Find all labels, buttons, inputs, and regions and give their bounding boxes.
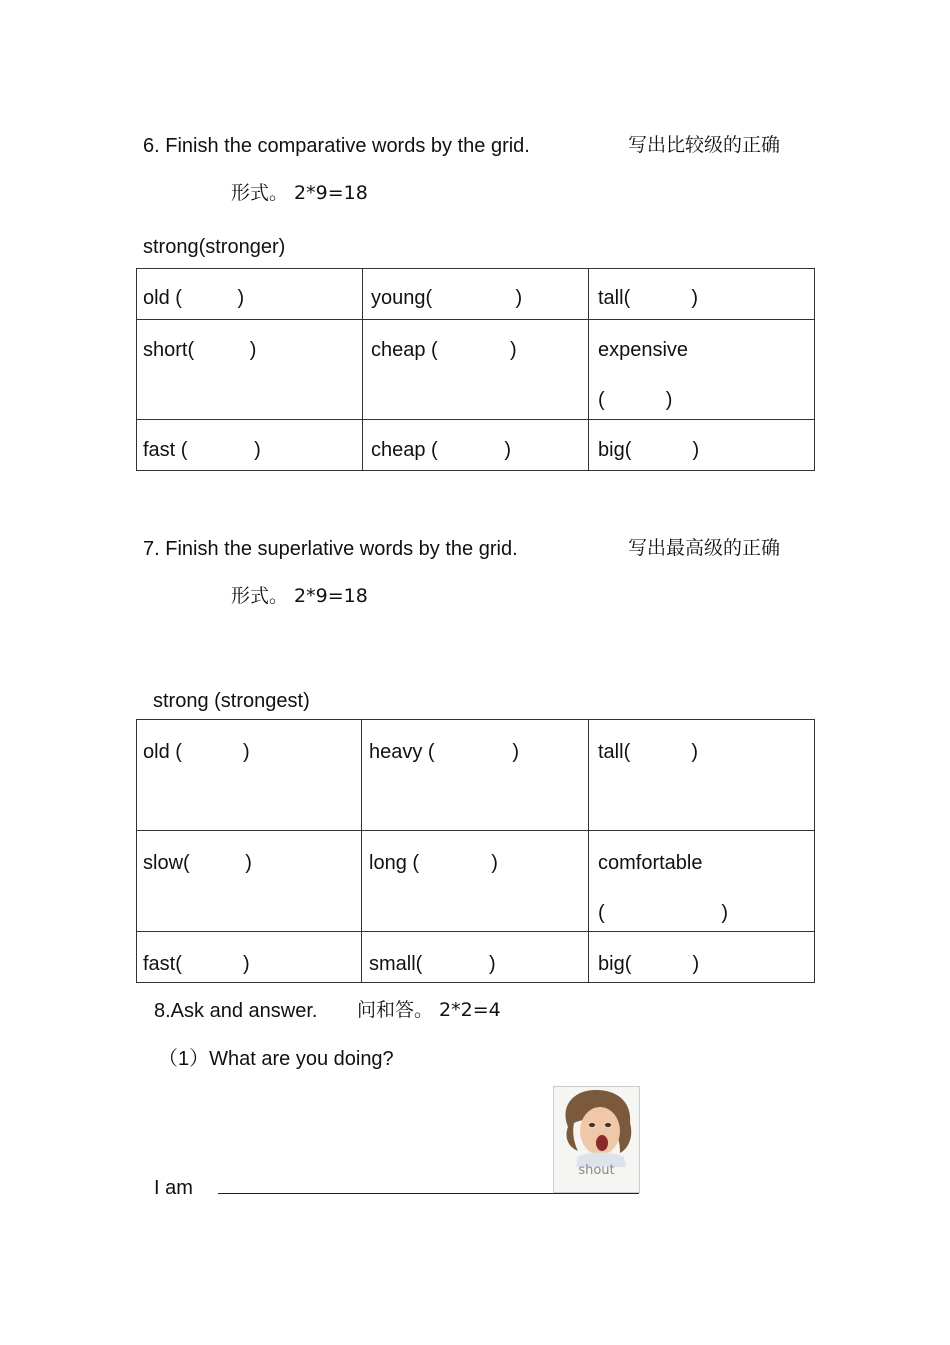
grid-cell[interactable]: comfortable ( ) [589, 831, 815, 932]
grid-cell[interactable]: slow( ) [137, 831, 362, 932]
grid-cell[interactable]: fast( ) [137, 932, 362, 983]
comparative-grid [136, 268, 815, 471]
shout-picture [553, 1086, 640, 1193]
section6-title-cn: 写出比较级的正确 [628, 134, 781, 156]
section6-title: 6. Finish the comparative words by the grid. [143, 135, 530, 157]
section7-subtitle: 形式。 2*9=18 [231, 585, 368, 607]
grid-cell[interactable]: heavy ( ) [362, 720, 589, 831]
comfortable-paren: ( ) [598, 902, 729, 924]
expensive-paren: ( ) [598, 389, 673, 411]
question-1: （1）What are you doing? [158, 1048, 394, 1070]
section6-subtitle: 形式。 2*9=18 [231, 182, 368, 204]
grid-cell[interactable]: big( ) [589, 420, 815, 471]
section7-title-cn: 写出最高级的正确 [628, 537, 781, 559]
section7-title: 7. Finish the superlative words by the grid. [143, 538, 518, 560]
grid-cell[interactable]: cheap ( ) [363, 320, 589, 420]
grid-cell[interactable]: cheap ( ) [363, 420, 589, 471]
grid-cell[interactable]: young( ) [363, 269, 589, 320]
grid-cell[interactable]: fast ( ) [137, 420, 363, 471]
grid-cell[interactable]: old ( ) [137, 720, 362, 831]
grid-cell[interactable]: small( ) [362, 932, 589, 983]
grid-cell[interactable]: long ( ) [362, 831, 589, 932]
grid-cell[interactable]: big( ) [589, 932, 815, 983]
image-caption: shout [578, 1163, 615, 1178]
superlative-grid [136, 719, 815, 983]
answer-line[interactable] [218, 1193, 639, 1194]
grid-cell[interactable]: tall( ) [589, 720, 815, 831]
section8-title-cn: 问和答。 2*2=4 [357, 999, 501, 1021]
section6-example: strong(stronger) [143, 236, 286, 258]
grid-cell[interactable]: expensive ( ) [589, 320, 815, 420]
grid-cell[interactable]: tall( ) [589, 269, 815, 320]
grid-cell[interactable]: short( ) [137, 320, 363, 420]
section7-example: strong (strongest) [153, 690, 310, 712]
answer-prefix: I am [154, 1177, 193, 1199]
grid-cell[interactable]: old ( ) [137, 269, 363, 320]
section8-title: 8.Ask and answer. [154, 1000, 318, 1022]
